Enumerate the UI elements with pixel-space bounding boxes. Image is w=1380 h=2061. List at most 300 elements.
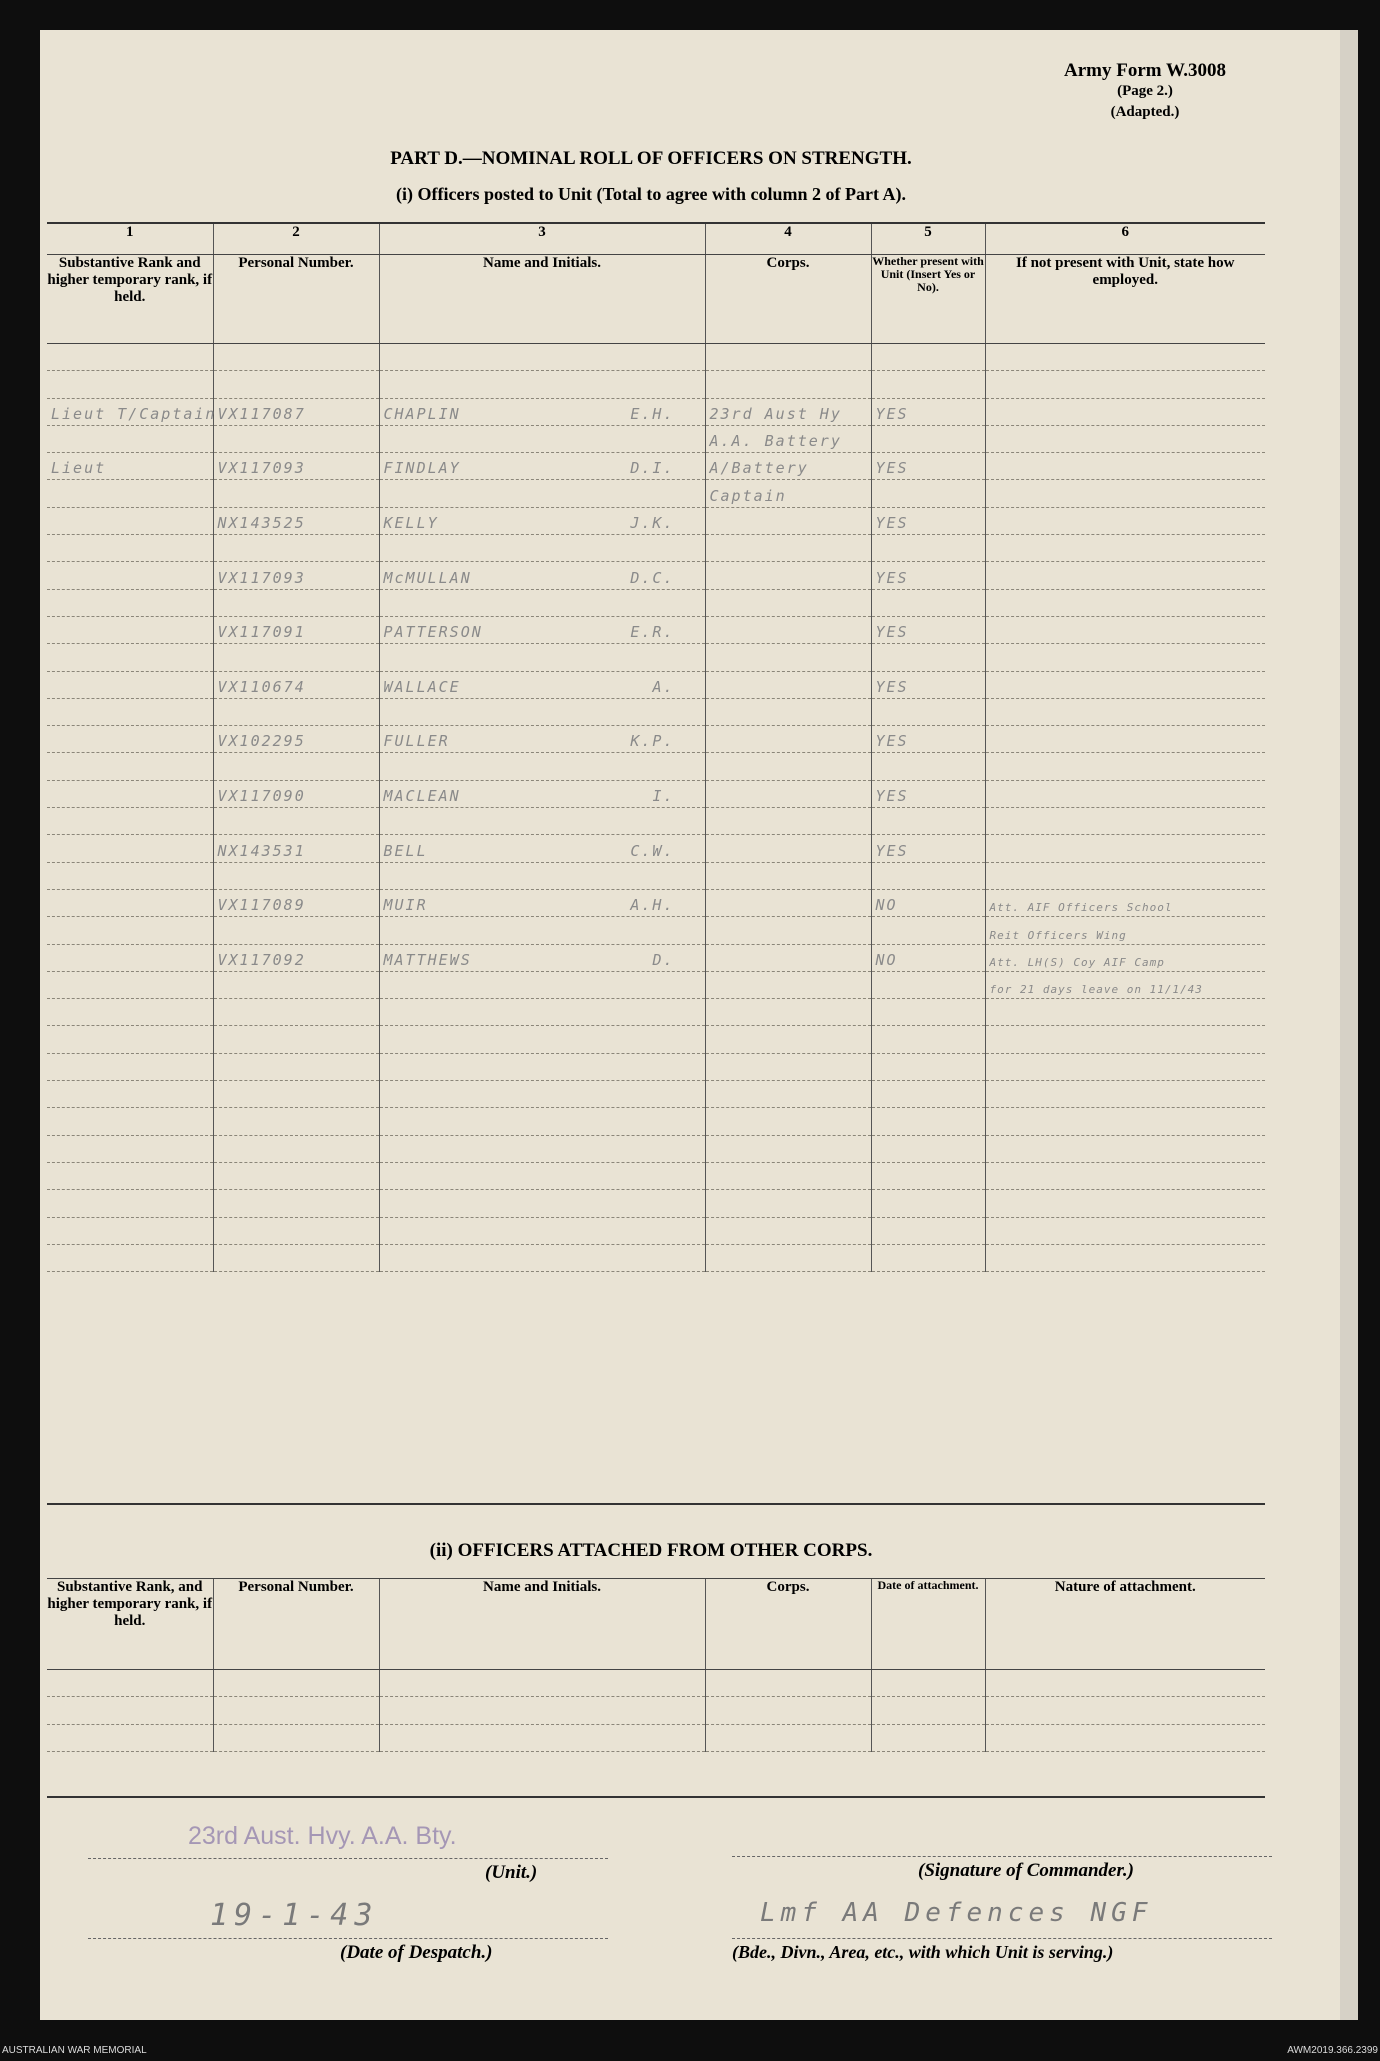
cell — [379, 1670, 705, 1697]
cell-rank — [47, 726, 213, 753]
handwritten-initials: K.P. — [630, 732, 675, 751]
page-edge — [1340, 30, 1358, 2020]
header-rank: Substantive Rank and higher temporary rank, if held. — [47, 255, 213, 344]
cell-number — [213, 480, 379, 507]
handwritten-name: McMULLAN — [383, 568, 472, 587]
cell-number — [213, 535, 379, 562]
cell-rank — [47, 780, 213, 807]
cell-employed — [985, 780, 1265, 807]
cell-employed — [985, 971, 1265, 998]
cell-present — [871, 808, 985, 835]
attached-row — [47, 1697, 1265, 1724]
date-label: (Date of Despatch.) — [340, 1942, 493, 1963]
cell-employed — [985, 480, 1265, 507]
table-row — [47, 425, 1265, 452]
handwritten-number: VX117091 — [217, 623, 306, 642]
handwritten-initials: D. — [652, 950, 675, 969]
cell-corps — [705, 480, 871, 507]
handwritten-name: FULLER — [383, 732, 450, 751]
cell-name — [379, 1190, 705, 1217]
table-row — [47, 371, 1265, 398]
cell-present — [871, 425, 985, 452]
cell-present — [871, 971, 985, 998]
cell — [213, 1697, 379, 1724]
cell-present — [871, 862, 985, 889]
handwritten-number: NX143525 — [217, 514, 306, 533]
handwritten-present: YES — [875, 787, 909, 806]
cell-present — [871, 671, 985, 698]
table-row — [47, 453, 1265, 480]
cell-rank — [47, 698, 213, 725]
cell-number — [213, 1053, 379, 1080]
table-row — [47, 344, 1265, 371]
bottom-rule — [47, 1503, 1265, 1505]
header-present: Whether present with Unit (Insert Yes or No). — [871, 255, 985, 344]
handwritten-present: NO — [875, 896, 898, 915]
cell-name — [379, 726, 705, 753]
cell-rank — [47, 808, 213, 835]
date-handwritten: 19-1-43 — [210, 1898, 379, 1933]
cell-name — [379, 616, 705, 643]
unit-line — [88, 1858, 608, 1859]
cell-number — [213, 453, 379, 480]
cell-corps — [705, 917, 871, 944]
cell-number — [213, 1135, 379, 1162]
cell-present — [871, 1162, 985, 1189]
attached-header-row — [47, 1579, 1265, 1670]
unit-stamp: 23rd Aust. Hvy. A.A. Bty. — [188, 1822, 457, 1850]
column-number-row — [47, 224, 1265, 255]
roll-body — [47, 344, 1265, 1272]
handwritten-present: YES — [875, 514, 909, 533]
cell-name — [379, 889, 705, 916]
cell-number — [213, 1108, 379, 1135]
table-row — [47, 1053, 1265, 1080]
handwritten-employed: Att. AIF Officers School — [989, 901, 1173, 915]
cell-name — [379, 808, 705, 835]
cell — [47, 1670, 213, 1697]
cell-corps — [705, 644, 871, 671]
cell-name — [379, 371, 705, 398]
cell-name — [379, 507, 705, 534]
cell-number — [213, 1081, 379, 1108]
handwritten-name: PATTERSON — [383, 623, 483, 642]
cell-present — [871, 480, 985, 507]
cell — [379, 1697, 705, 1724]
cell-present — [871, 616, 985, 643]
table-row — [47, 535, 1265, 562]
cell-present — [871, 1026, 985, 1053]
handwritten-present: YES — [875, 404, 909, 423]
cell-present — [871, 453, 985, 480]
handwritten-name: MACLEAN — [383, 787, 461, 806]
cell — [47, 1724, 213, 1751]
cell-number — [213, 507, 379, 534]
cell-present — [871, 644, 985, 671]
table-row — [47, 1162, 1265, 1189]
cell-corps — [705, 1026, 871, 1053]
cell-corps — [705, 999, 871, 1026]
cell — [871, 1724, 985, 1751]
table-row — [47, 698, 1265, 725]
cell — [47, 1697, 213, 1724]
cell-number — [213, 808, 379, 835]
cell-name — [379, 944, 705, 971]
cell-corps — [705, 780, 871, 807]
cell-number — [213, 1190, 379, 1217]
handwritten-present: YES — [875, 677, 909, 696]
cell-name — [379, 1162, 705, 1189]
cell-corps — [705, 808, 871, 835]
cell-number — [213, 835, 379, 862]
handwritten-number: VX117090 — [217, 787, 306, 806]
signature-label: (Signature of Commander.) — [918, 1860, 1134, 1881]
header-personal-number: Personal Number. — [213, 255, 379, 344]
cell-rank — [47, 344, 213, 371]
table-row — [47, 944, 1265, 971]
cell-employed — [985, 835, 1265, 862]
cell-number — [213, 616, 379, 643]
cell-present — [871, 1217, 985, 1244]
cell-rank — [47, 1244, 213, 1271]
cell-rank — [47, 671, 213, 698]
cell-name — [379, 344, 705, 371]
cell-rank — [47, 562, 213, 589]
cell — [985, 1697, 1265, 1724]
cell-present — [871, 726, 985, 753]
cell-rank — [47, 616, 213, 643]
handwritten-initials: J.K. — [630, 514, 675, 533]
handwritten-number: VX102295 — [217, 732, 306, 751]
cell-employed — [985, 917, 1265, 944]
cell-rank — [47, 1026, 213, 1053]
caption-right: AWM2019.366.2399 — [1287, 2045, 1378, 2056]
cell — [985, 1670, 1265, 1697]
cell-present — [871, 889, 985, 916]
handwritten-rank: Lieut — [51, 459, 107, 478]
cell-corps — [705, 1162, 871, 1189]
cell-name — [379, 971, 705, 998]
cell-corps — [705, 371, 871, 398]
cell-corps — [705, 971, 871, 998]
attached-header-date: Date of attachment. — [871, 1579, 985, 1670]
cell-employed — [985, 889, 1265, 916]
cell-rank — [47, 1135, 213, 1162]
handwritten-number: VX117093 — [217, 459, 306, 478]
cell-name — [379, 917, 705, 944]
cell-employed — [985, 808, 1265, 835]
form-page: (Page 2.) — [1117, 83, 1173, 99]
cell-employed — [985, 944, 1265, 971]
cell-employed — [985, 562, 1265, 589]
col-number: 4 — [705, 224, 871, 255]
cell-name — [379, 589, 705, 616]
cell-name — [379, 1135, 705, 1162]
table-row — [47, 1026, 1265, 1053]
handwritten-corps: Captain — [709, 486, 787, 505]
formation-line — [732, 1938, 1272, 1939]
cell-corps — [705, 1244, 871, 1271]
cell-rank — [47, 835, 213, 862]
part-title: PART D.—NOMINAL ROLL OF OFFICERS ON STRENGTH. — [390, 148, 912, 169]
cell-corps — [705, 453, 871, 480]
table-row — [47, 780, 1265, 807]
table-row — [47, 398, 1265, 425]
cell-corps — [705, 726, 871, 753]
cell-present — [871, 917, 985, 944]
handwritten-initials: C.W. — [630, 841, 675, 860]
form-number: Army Form W.3008 — [1063, 60, 1226, 81]
cell-corps — [705, 344, 871, 371]
cell-present — [871, 780, 985, 807]
cell-present — [871, 344, 985, 371]
cell — [379, 1724, 705, 1751]
handwritten-initials: A.H. — [630, 896, 675, 915]
cell — [705, 1670, 871, 1697]
cell-present — [871, 944, 985, 971]
cell-employed — [985, 1162, 1265, 1189]
attached-header-personal-number: Personal Number. — [213, 1579, 379, 1670]
handwritten-present: YES — [875, 841, 909, 860]
cell — [871, 1670, 985, 1697]
handwritten-present: YES — [875, 623, 909, 642]
cell-employed — [985, 1026, 1265, 1053]
handwritten-initials: E.H. — [630, 404, 675, 423]
cell-name — [379, 753, 705, 780]
cell-number — [213, 671, 379, 698]
cell-employed — [985, 1053, 1265, 1080]
handwritten-name: MATTHEWS — [383, 950, 472, 969]
handwritten-present: NO — [875, 950, 898, 969]
cell-number — [213, 944, 379, 971]
cell-employed — [985, 671, 1265, 698]
handwritten-initials: D.I. — [630, 459, 675, 478]
cell-corps — [705, 1053, 871, 1080]
cell-employed — [985, 698, 1265, 725]
date-line — [88, 1938, 608, 1939]
cell-name — [379, 1053, 705, 1080]
cell-rank — [47, 1053, 213, 1080]
cell-corps — [705, 889, 871, 916]
cell-corps — [705, 616, 871, 643]
cell-number — [213, 1244, 379, 1271]
handwritten-name: KELLY — [383, 514, 439, 533]
cell-number — [213, 425, 379, 452]
cell-name — [379, 1026, 705, 1053]
handwritten-number: VX117092 — [217, 950, 306, 969]
cell-corps — [705, 753, 871, 780]
cell-number — [213, 971, 379, 998]
handwritten-corps: A.A. Battery — [709, 432, 842, 451]
cell-present — [871, 562, 985, 589]
caption-left: AUSTRALIAN WAR MEMORIAL — [2, 2045, 147, 2056]
cell-rank — [47, 862, 213, 889]
table-row — [47, 1217, 1265, 1244]
cell-corps — [705, 1135, 871, 1162]
cell-corps — [705, 835, 871, 862]
cell-rank — [47, 1190, 213, 1217]
cell — [871, 1697, 985, 1724]
cell-number — [213, 917, 379, 944]
handwritten-name: MUIR — [383, 896, 428, 915]
attached-row — [47, 1670, 1265, 1697]
unit-label: (Unit.) — [485, 1862, 538, 1883]
cell-name — [379, 425, 705, 452]
cell-number — [213, 644, 379, 671]
cell-employed — [985, 616, 1265, 643]
col-number: 2 — [213, 224, 379, 255]
table-row — [47, 562, 1265, 589]
cell-employed — [985, 344, 1265, 371]
cell-corps — [705, 698, 871, 725]
cell-rank — [47, 425, 213, 452]
cell-rank — [47, 1162, 213, 1189]
cell-corps — [705, 1108, 871, 1135]
col-number: 1 — [47, 224, 213, 255]
cell-name — [379, 1081, 705, 1108]
cell-number — [213, 1026, 379, 1053]
table-row — [47, 917, 1265, 944]
cell-present — [871, 1081, 985, 1108]
form-adapted: (Adapted.) — [1110, 104, 1180, 120]
cell-employed — [985, 507, 1265, 534]
cell-number — [213, 1162, 379, 1189]
handwritten-present: YES — [875, 732, 909, 751]
attached-header-name: Name and Initials. — [379, 1579, 705, 1670]
col-number: 6 — [985, 224, 1265, 255]
cell-corps — [705, 507, 871, 534]
table-row — [47, 753, 1265, 780]
table-row — [47, 1190, 1265, 1217]
table-row — [47, 1108, 1265, 1135]
cell-present — [871, 1108, 985, 1135]
cell-name — [379, 999, 705, 1026]
handwritten-name: CHAPLIN — [383, 404, 461, 423]
cell-employed — [985, 589, 1265, 616]
table-row — [47, 1081, 1265, 1108]
table-row — [47, 616, 1265, 643]
cell — [213, 1670, 379, 1697]
table-row — [47, 671, 1265, 698]
cell-corps — [705, 1190, 871, 1217]
cell-number — [213, 889, 379, 916]
form-identifier — [1020, 30, 1270, 123]
header-corps: Corps. — [705, 255, 871, 344]
cell-employed — [985, 1217, 1265, 1244]
handwritten-employed: Reit Officers Wing — [989, 928, 1127, 942]
cell-number — [213, 344, 379, 371]
cell-employed — [985, 999, 1265, 1026]
cell-corps — [705, 944, 871, 971]
cell-rank — [47, 480, 213, 507]
cell-corps — [705, 535, 871, 562]
cell-name — [379, 1108, 705, 1135]
formation-handwritten: Lmf AA Defences NGF — [760, 1898, 1153, 1928]
handwritten-present: YES — [875, 459, 909, 478]
cell-rank — [47, 944, 213, 971]
handwritten-initials: A. — [652, 677, 675, 696]
cell — [705, 1697, 871, 1724]
cell-present — [871, 589, 985, 616]
handwritten-employed: for 21 days leave on 11/1/43 — [989, 983, 1203, 997]
cell-present — [871, 1244, 985, 1271]
cell-present — [871, 999, 985, 1026]
cell — [985, 1724, 1265, 1751]
cell-employed — [985, 1190, 1265, 1217]
cell-name — [379, 671, 705, 698]
table-row — [47, 507, 1265, 534]
cell-employed — [985, 1135, 1265, 1162]
cell — [213, 1724, 379, 1751]
cell-name — [379, 480, 705, 507]
cell-rank — [47, 535, 213, 562]
cell-corps — [705, 589, 871, 616]
cell-present — [871, 698, 985, 725]
cell-rank — [47, 1217, 213, 1244]
table-row — [47, 480, 1265, 507]
cell-present — [871, 753, 985, 780]
table-row — [47, 644, 1265, 671]
attached-header-rank: Substantive Rank, and higher temporary rank, if held. — [47, 1579, 213, 1670]
handwritten-number: VX117089 — [217, 896, 306, 915]
attached-row — [47, 1724, 1265, 1751]
table-row — [47, 971, 1265, 998]
cell-number — [213, 726, 379, 753]
cell-rank — [47, 507, 213, 534]
section-i-title: (i) Officers posted to Unit (Total to agree with column 2 of Part A). — [396, 184, 906, 204]
cell-present — [871, 1135, 985, 1162]
cell-present — [871, 507, 985, 534]
handwritten-initials: E.R. — [630, 623, 675, 642]
cell-employed — [985, 371, 1265, 398]
cell-present — [871, 1190, 985, 1217]
cell-present — [871, 535, 985, 562]
table-row — [47, 999, 1265, 1026]
handwritten-corps: 23rd Aust Hy — [709, 404, 842, 423]
cell-corps — [705, 1081, 871, 1108]
handwritten-name: BELL — [383, 841, 428, 860]
cell-employed — [985, 753, 1265, 780]
cell-name — [379, 644, 705, 671]
cell-present — [871, 835, 985, 862]
cell-corps — [705, 862, 871, 889]
cell-name — [379, 862, 705, 889]
cell-rank — [47, 917, 213, 944]
cell-rank — [47, 644, 213, 671]
cell-rank — [47, 999, 213, 1026]
cell-employed — [985, 425, 1265, 452]
cell-number — [213, 698, 379, 725]
cell-rank — [47, 889, 213, 916]
handwritten-number: VX117087 — [217, 404, 306, 423]
handwritten-employed: Att. LH(S) Coy AIF Camp — [989, 955, 1165, 969]
cell-corps — [705, 425, 871, 452]
cell-name — [379, 835, 705, 862]
table-row — [47, 808, 1265, 835]
cell-name — [379, 562, 705, 589]
cell-rank — [47, 453, 213, 480]
cell-number — [213, 862, 379, 889]
cell-name — [379, 698, 705, 725]
table-row — [47, 589, 1265, 616]
cell-number — [213, 398, 379, 425]
cell-rank — [47, 971, 213, 998]
cell-employed — [985, 1081, 1265, 1108]
cell-number — [213, 999, 379, 1026]
cell-rank — [47, 589, 213, 616]
cell-name — [379, 453, 705, 480]
header-employed: If not present with Unit, state how employed. — [985, 255, 1265, 344]
